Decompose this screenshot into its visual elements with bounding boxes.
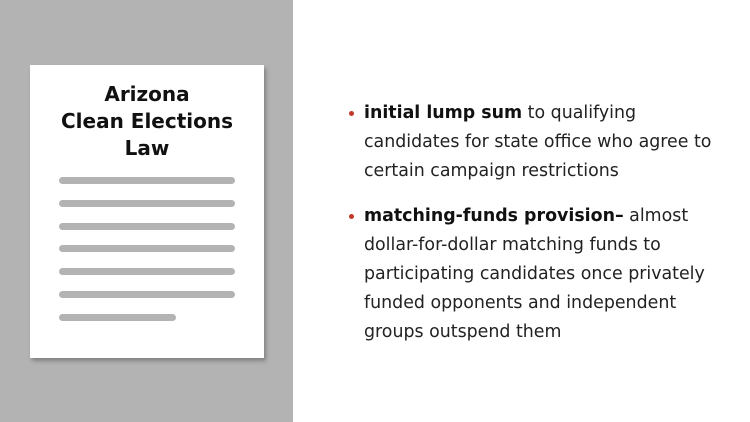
document-icon <box>30 65 264 358</box>
bullet-dot-icon <box>349 214 354 219</box>
left-panel <box>0 0 293 422</box>
bullet-text: to qualifying candidates for state office who agree to certain campaign restrictions <box>364 103 712 181</box>
document-text-line <box>59 245 235 252</box>
document-text-line <box>59 291 235 298</box>
bullet-item-lump-sum <box>349 99 724 186</box>
document-title-line-3: Law <box>124 136 170 160</box>
bullet-item-matching-funds <box>349 202 724 347</box>
bullet-list <box>349 99 724 347</box>
bullet-dot-icon <box>349 111 354 116</box>
document-text-line <box>59 314 176 321</box>
document-text-line <box>59 268 235 275</box>
bullet-heading: initial lump sum <box>364 103 523 123</box>
bullet-heading: matching-funds provision– <box>364 206 624 226</box>
document-text-line <box>59 223 235 230</box>
document-text-line <box>59 200 235 207</box>
document-text-line <box>59 177 235 184</box>
document-title <box>30 81 264 162</box>
document-title-line-1: Arizona <box>104 82 190 106</box>
bullet-text: almost dollar-for-dollar matching funds to participating candidates once privately funded opponents and independent groups outspend them <box>364 206 705 342</box>
document-title-line-2: Clean Elections <box>60 109 234 133</box>
